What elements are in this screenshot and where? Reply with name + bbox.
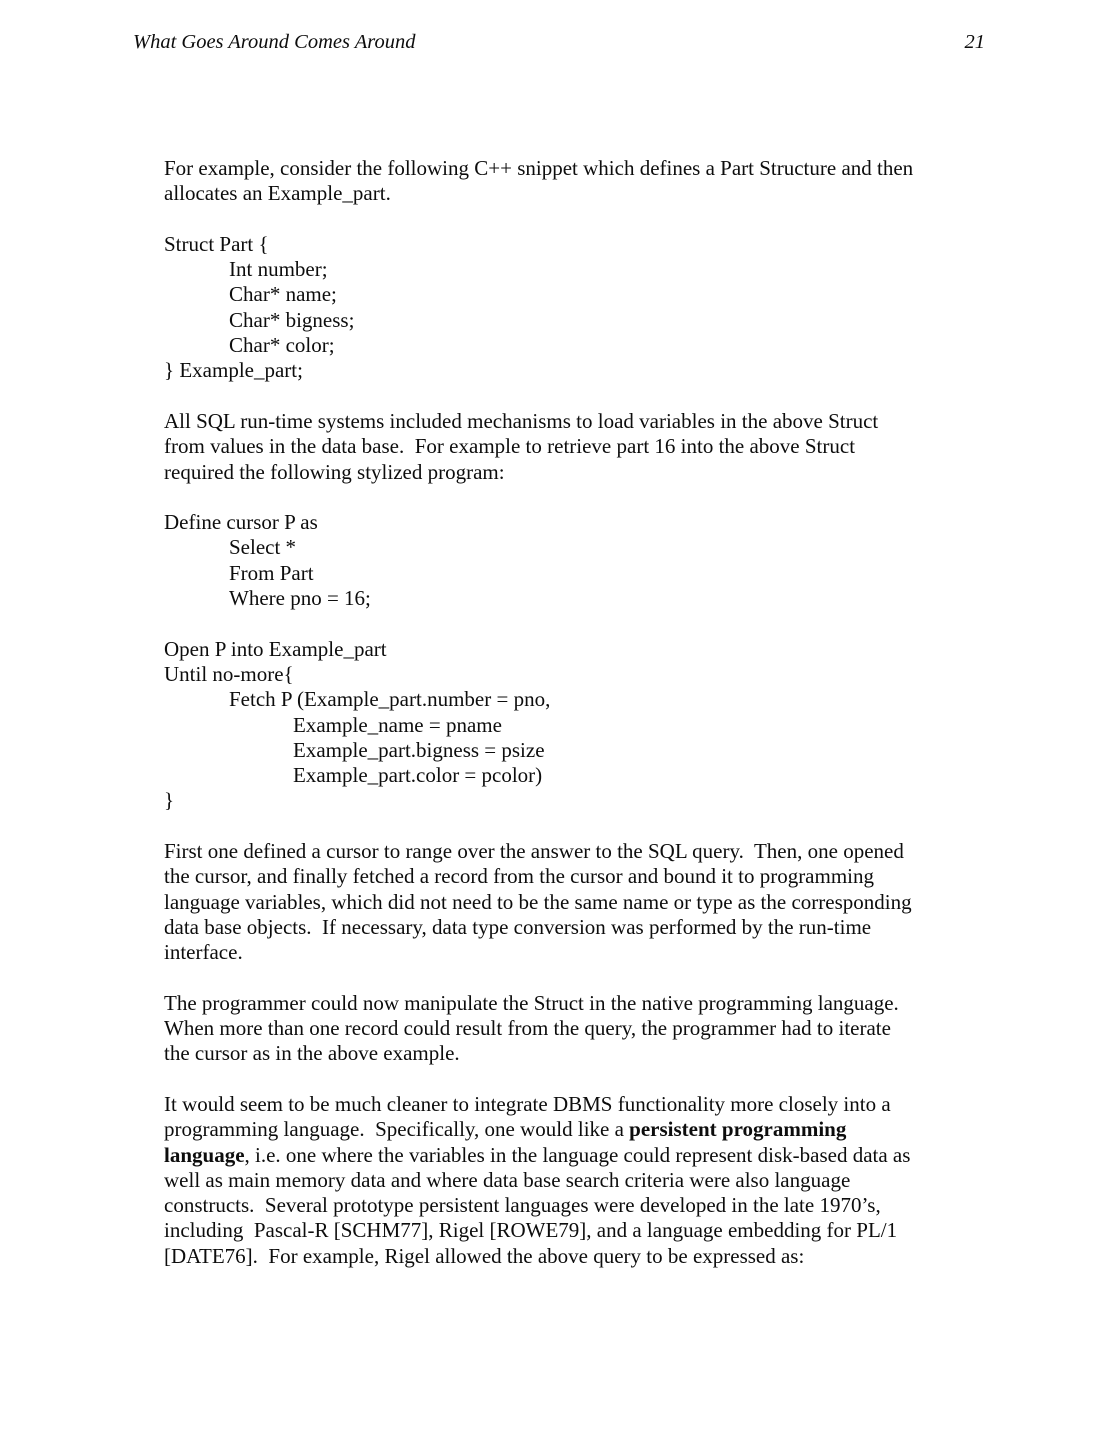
text-line: interface. (164, 940, 243, 965)
text-line: All SQL run-time systems included mechanisms to load variables in the above Struct (164, 408, 879, 433)
code-line: Select * (229, 535, 297, 560)
bold-emphasis: language (164, 1142, 245, 1167)
text-line: allocates an Example_part. (164, 181, 391, 206)
code-line: Example_part.color = pcolor) (293, 763, 543, 788)
code-block-fetch (164, 637, 976, 814)
paragraph-persistent-language (164, 1092, 976, 1269)
text-segment: , i.e. one where the variables in the language could represent disk-based data as (244, 1142, 911, 1167)
code-line: Char* color; (229, 333, 335, 358)
code-line: } Example_part; (164, 358, 303, 383)
code-line: Define cursor P as (164, 510, 318, 535)
paragraph-intro (164, 156, 976, 207)
text-line: from values in the data base. For example to retrieve part 16 into the above Struct (164, 434, 856, 459)
text-line: language variables, which did not need to be the same name or type as the corresponding (164, 889, 912, 914)
text-line (164, 1117, 976, 1142)
code-line: Until no-more{ (164, 661, 294, 686)
text-line: [DATE76]. For example, Rigel allowed the above query to be expressed as: (164, 1243, 805, 1268)
paragraph-cursor-explanation (164, 839, 976, 965)
text-line: data base objects. If necessary, data type conversion was performed by the run-time (164, 914, 872, 939)
running-header (133, 29, 985, 55)
text-line: When more than one record could result from the query, the programmer had to iterate (164, 1016, 891, 1041)
code-line: Open P into Example_part (164, 636, 387, 661)
code-line: Char* name; (229, 282, 337, 307)
code-line: From Part (229, 560, 314, 585)
code-block-cursor (164, 510, 976, 611)
text-segment: programming language. Specifically, one would like a (164, 1117, 630, 1142)
code-line: Int number; (229, 257, 328, 282)
code-line: Example_part.bigness = psize (293, 737, 545, 762)
code-line: Where pno = 16; (229, 586, 371, 611)
text-line: well as main memory data and where data base search criteria were also language (164, 1167, 851, 1192)
page-number: 21 (964, 31, 985, 53)
text-line: For example, consider the following C++ snippet which defines a Part Structure and then (164, 156, 914, 180)
code-line: Struct Part { (164, 231, 269, 256)
paragraph-sql-runtime (164, 409, 976, 485)
code-line: Char* bigness; (229, 307, 355, 332)
bold-emphasis: persistent programming (629, 1117, 847, 1142)
code-block-struct (164, 232, 976, 384)
text-line: including Pascal-R [SCHM77], Rigel [ROWE79], and a language embedding for PL/1 (164, 1218, 898, 1243)
text-line: constructs. Several prototype persistent languages were developed in the late 1970’s, (164, 1193, 881, 1218)
paragraph-programmer (164, 991, 976, 1067)
document-body (164, 156, 976, 1269)
text-line: The programmer could now manipulate the Struct in the native programming language. (164, 990, 899, 1015)
header-title: What Goes Around Comes Around (133, 31, 416, 53)
text-line: First one defined a cursor to range over the answer to the SQL query. Then, one opened (164, 839, 904, 864)
code-line: Fetch P (Example_part.number = pno, (229, 687, 551, 712)
text-line (164, 1143, 976, 1168)
text-line: the cursor, and finally fetched a record from the cursor and bound it to programming (164, 864, 875, 889)
text-line: the cursor as in the above example. (164, 1041, 460, 1066)
code-line: } (164, 788, 175, 813)
code-line: Example_name = pname (293, 712, 502, 737)
text-line: It would seem to be much cleaner to integrate DBMS functionality more closely into a (164, 1091, 891, 1116)
text-line: required the following stylized program: (164, 459, 505, 484)
